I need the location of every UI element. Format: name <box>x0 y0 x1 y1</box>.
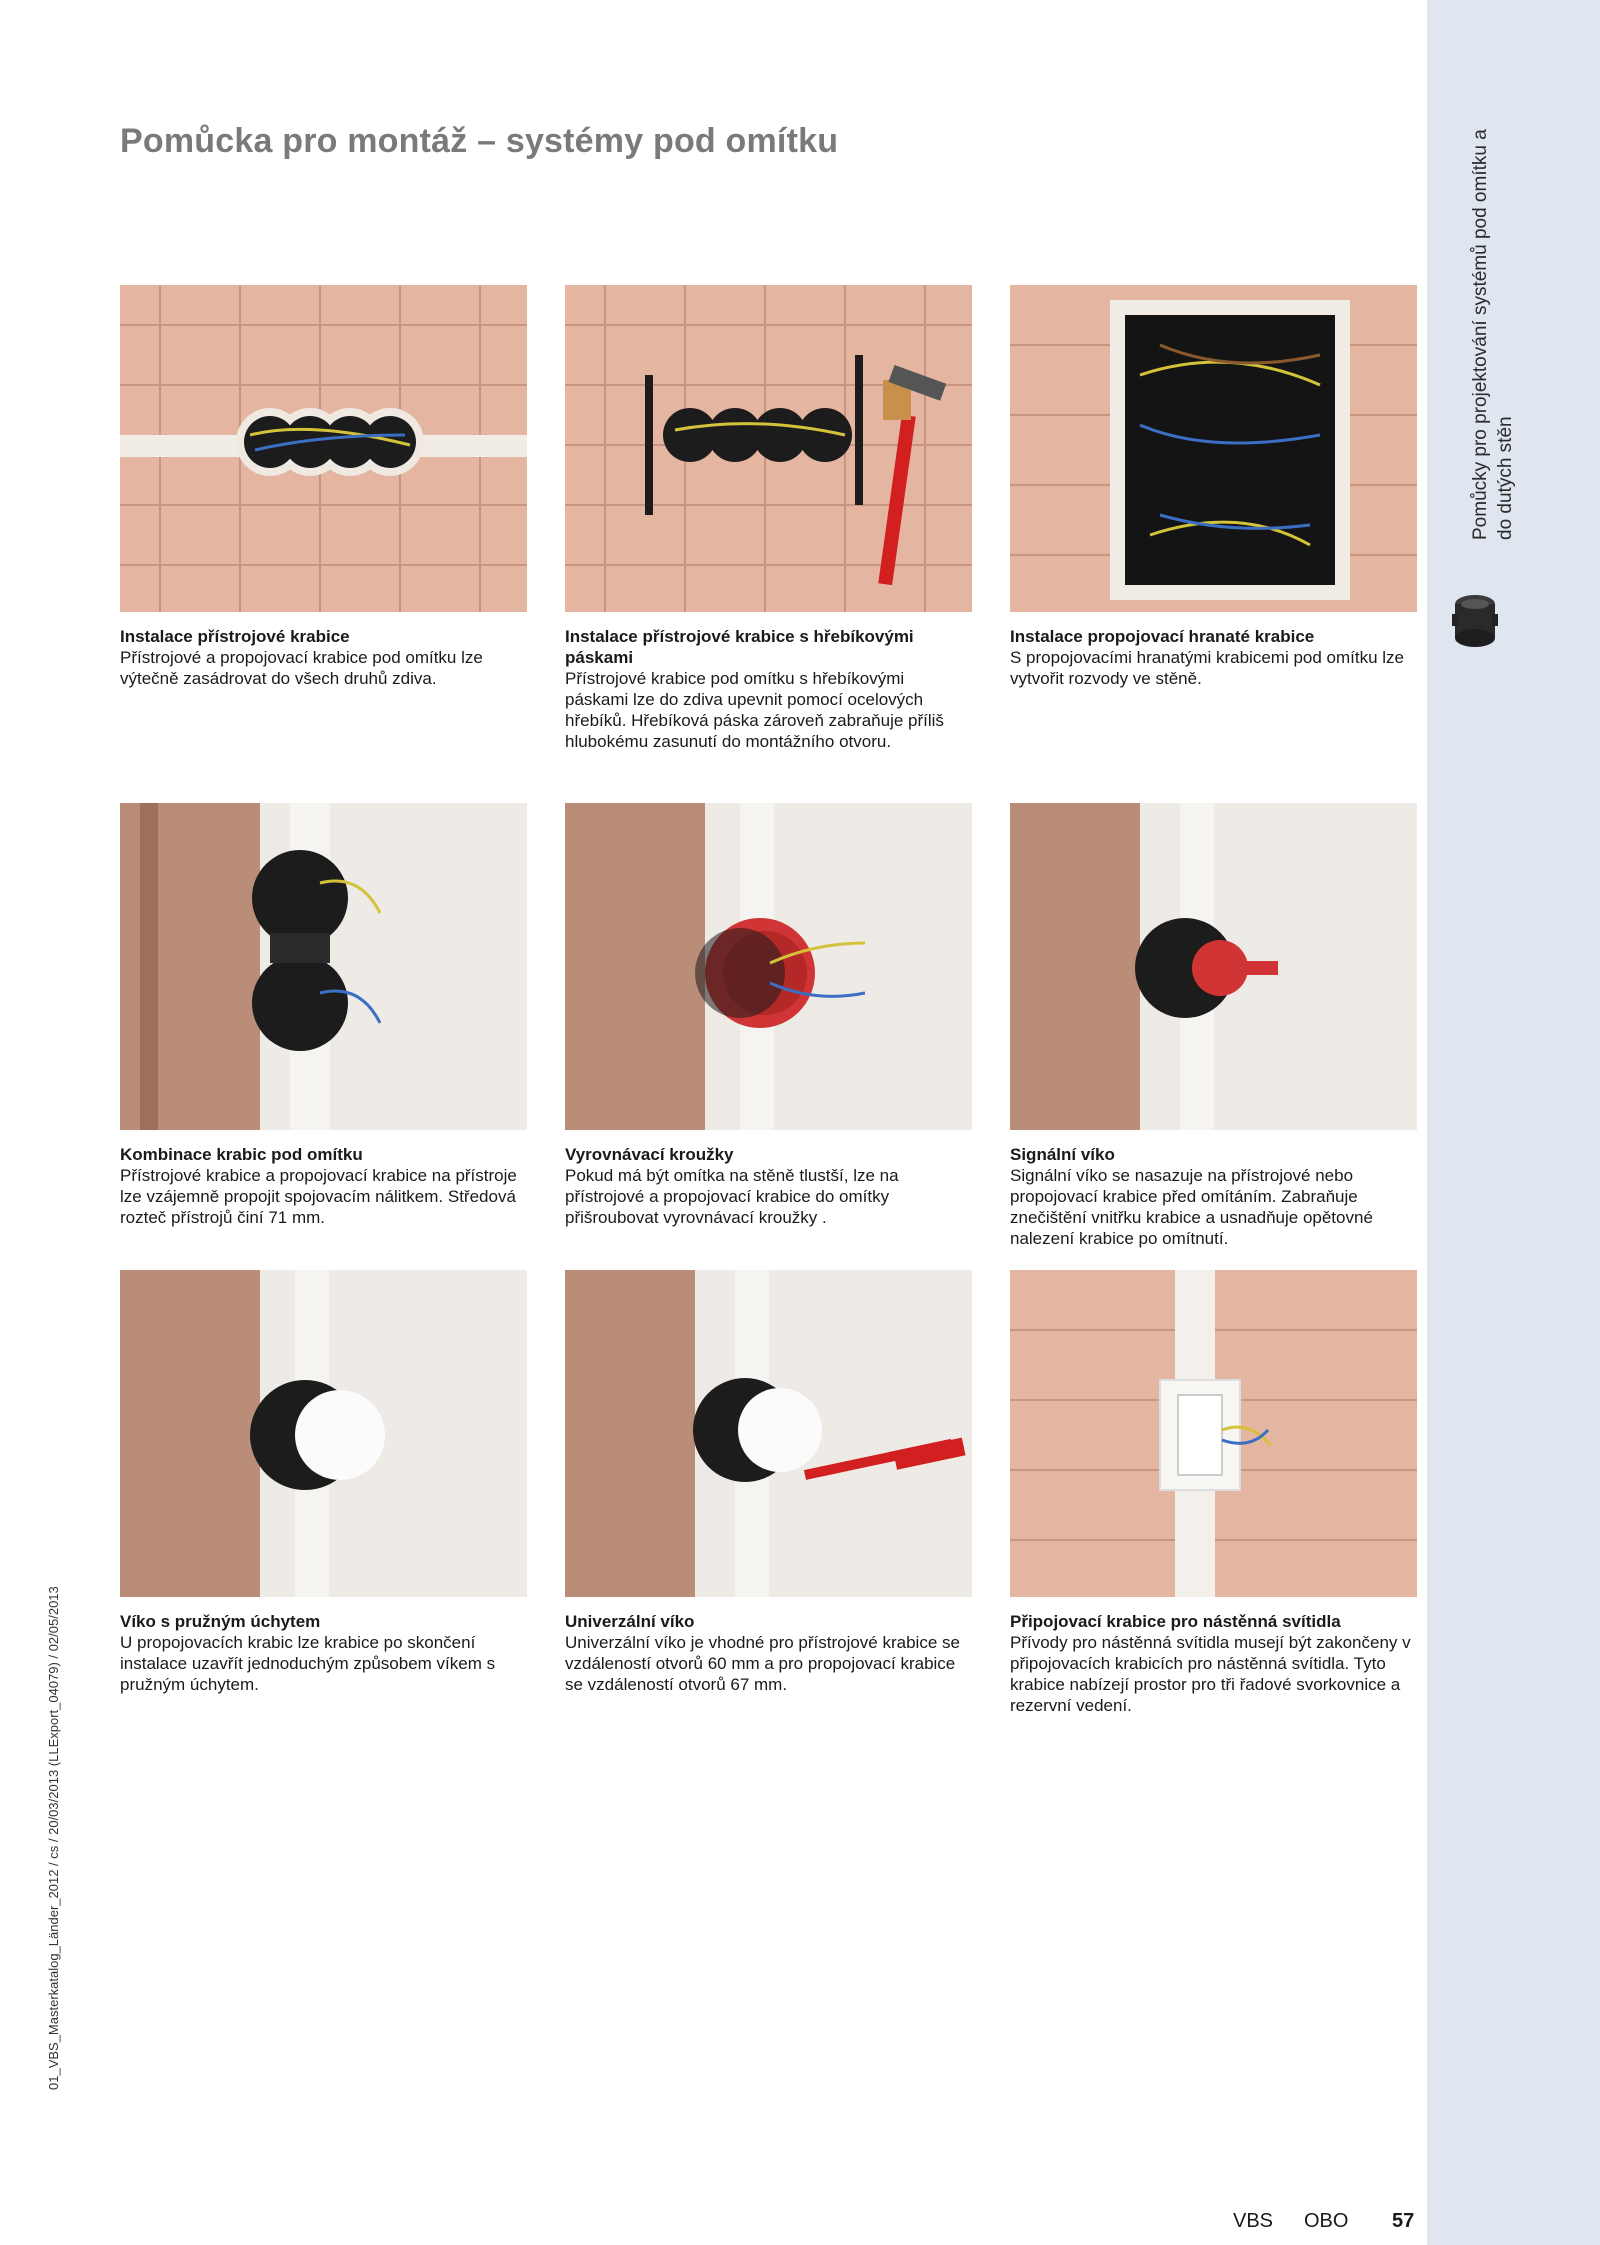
page-number: 57 <box>1392 2210 1415 2232</box>
card-1-text: Přístrojové a propojovací krabice pod omítku lze výtečně zasádrovat do všech druhů zdiva. <box>120 648 483 688</box>
card-8-title: Univerzální víko <box>565 1612 695 1631</box>
card-3-text: S propojovacími hranatými krabicemi pod omítku lze vytvořit rozvody ve stěně. <box>1010 648 1404 688</box>
card-4-title: Kombinace krabic pod omítku <box>120 1145 363 1164</box>
card-5-text: Pokud má být omítka na stěně tlustší, lze na přístrojové a propojovací krabice do omítky přišroubovat vyrovnávací kroužky . <box>565 1166 899 1227</box>
card-1-title: Instalace přístrojové krabice <box>120 627 350 646</box>
card-3-title: Instalace propojovací hranaté krabice <box>1010 627 1315 646</box>
photo-square-junction-box <box>1010 285 1417 612</box>
card-2-title: Instalace přístrojové krabice s hřebíkovými páskami <box>565 627 914 667</box>
card-2 <box>565 285 972 752</box>
print-metadata: 01_VBS_Masterkatalog_Länder_2012 / cs / 20/03/2013 (LLExport_04079) / 02/05/2013 <box>46 1586 61 2090</box>
photo-leveling-rings <box>565 803 972 1130</box>
card-7-text: U propojovacích krabic lze krabice po skončení instalace uzavřít jednoduchým způsobem víkem s pružným úchytem. <box>120 1633 496 1694</box>
card-4 <box>120 803 527 1228</box>
card-5-title: Vyrovnávací kroužky <box>565 1145 734 1164</box>
sidebar-heading <box>1468 20 1518 540</box>
photo-wall-light-box <box>1010 1270 1417 1597</box>
card-9 <box>1010 1270 1417 1716</box>
card-4-text: Přístrojové krabice a propojovací krabice na přístroje lze vzájemně propojit spojovacím nálitkem. Středová rozteč přístrojů činí 71 mm. <box>120 1166 517 1227</box>
footer-brand-obo: OBO <box>1304 2210 1349 2232</box>
card-9-title: Připojovací krabice pro nástěnná svítidla <box>1010 1612 1341 1631</box>
card-7 <box>120 1270 527 1695</box>
sidebar-heading-line1: Pomůcky pro projektování systémů pod omítku a <box>1470 129 1491 540</box>
footer-brand-vbs: VBS <box>1233 2210 1274 2232</box>
card-3 <box>1010 285 1417 689</box>
card-7-title: Víko s pružným úchytem <box>120 1612 321 1631</box>
card-1 <box>120 285 527 689</box>
photo-box-combination <box>120 803 527 1130</box>
card-6 <box>1010 803 1417 1249</box>
flush-box-icon <box>1452 590 1498 652</box>
card-8-text: Univerzální víko je vhodné pro přístrojové krabice se vzdáleností otvorů 60 mm a pro propojovací krabice se vzdáleností otvorů 67 mm. <box>565 1633 960 1694</box>
card-6-text: Signální víko se nasazuje na přístrojové nebo propojovací krabice před omítáním. Zabraňuje znečištění vnitřku krabice a usnadňuje opětovné nalezení krabice po omítnutí. <box>1010 1166 1373 1248</box>
card-8 <box>565 1270 972 1695</box>
card-9-text: Přívody pro nástěnná svítidla musejí být zakončeny v připojovacích krabicích pro nástěnná svítidla. Tyto krabice nabízejí prostor pro tři řadové svorkovnice a rezervní vedení. <box>1010 1633 1411 1715</box>
photo-spring-lid <box>120 1270 527 1597</box>
photo-signal-lid <box>1010 803 1417 1130</box>
sidebar-heading-line2: do dutých stěn <box>1495 416 1516 540</box>
page-title: Pomůcka pro montáž – systémy pod omítku <box>120 122 839 160</box>
card-6-title: Signální víko <box>1010 1145 1115 1164</box>
card-5 <box>565 803 972 1228</box>
photo-device-box-installation <box>120 285 527 612</box>
photo-universal-lid <box>565 1270 972 1597</box>
photo-nail-strip-installation <box>565 285 972 612</box>
card-2-text: Přístrojové krabice pod omítku s hřebíkovými páskami lze do zdiva upevnit pomocí ocelových hřebíků. Hřebíková páska zároveň zabraňuje příliš hlubokému zasunutí do montážního otvoru. <box>565 669 944 751</box>
